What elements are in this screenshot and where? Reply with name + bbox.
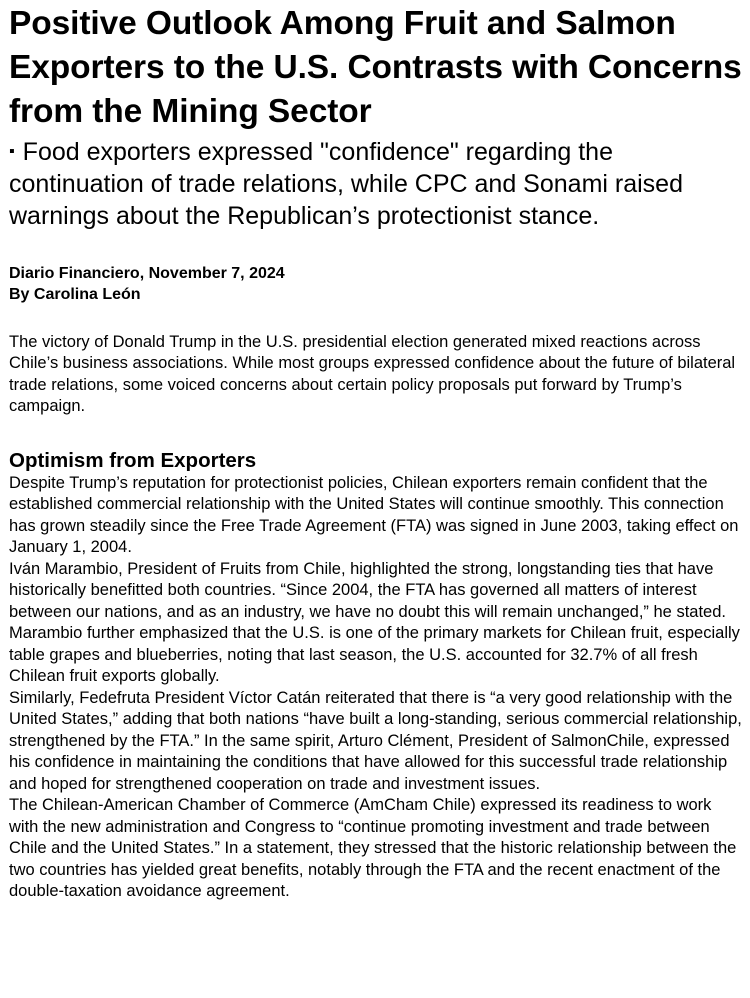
intro-paragraph: The victory of Donald Trump in the U.S. presidential election generated mixed reactions across Chile’s business associations. While most groups expressed confidence about the future of bilateral trade relations, some voiced concerns about certain policy proposals put forward by Trump’s campaign.: [9, 333, 736, 416]
subheadline-text: Food exporters expressed "confidence" regarding the continuation of trade relations, while CPC and Sonami raised warnings about the Republican’s protectionist stance.: [9, 138, 683, 230]
square-bullet-icon: ▪: [9, 143, 15, 160]
subheadline: [9, 136, 743, 232]
article: [9, 0, 743, 903]
source-date: Diario Financiero, November 7, 2024: [9, 265, 285, 282]
body-paragraph: Iván Marambio, President of Fruits from Chile, highlighted the strong, longstanding ties that have historically benefitted both countries. “Since 2004, the FTA has governed all matters of interest between our nations, and as an industry, we have no doubt this will remain unchanged,” he stated. Marambio further emphasized that the U.S. is one of the primary markets for Chilean fruit, especially table grapes and blueberries, noting that last season, the U.S. accounted for 32.7% of all fresh Chilean fruit exports globally.: [9, 559, 740, 686]
byline: [9, 263, 743, 305]
body-paragraph: The Chilean-American Chamber of Commerce (AmCham Chile) expressed its readiness to work with the new administration and Congress to “continue promoting investment and trade between Chile and the United States.” In a statement, they stressed that the historic relationship between the two countries has yielded great benefits, notably through the FTA and the recent enactment of the double-taxation avoidance agreement.: [9, 796, 737, 901]
headline: Positive Outlook Among Fruit and Salmon Exporters to the U.S. Contrasts with Concerns from the Mining Sector: [9, 5, 742, 130]
section-heading: Optimism from Exporters: [9, 448, 257, 472]
author: By Carolina León: [9, 286, 141, 303]
body-paragraph: Similarly, Fedefruta President Víctor Catán reiterated that there is “a very good relationship with the United States,” adding that both nations “have built a long-standing, serious commercial relationship, strengthened by the FTA.” In the same spirit, Arturo Clément, President of SalmonChile, expressed his confidence in maintaining the conditions that have allowed for this successful trade relationship and hoped for strengthened cooperation on trade and investment issues.: [9, 688, 742, 793]
body-paragraph: Despite Trump’s reputation for protectionist policies, Chilean exporters remain confident that the established commercial relationship with the United States will continue smoothly. This connection has grown steadily since the Free Trade Agreement (FTA) was signed in June 2003, taking effect on January 1, 2004.: [9, 473, 739, 557]
